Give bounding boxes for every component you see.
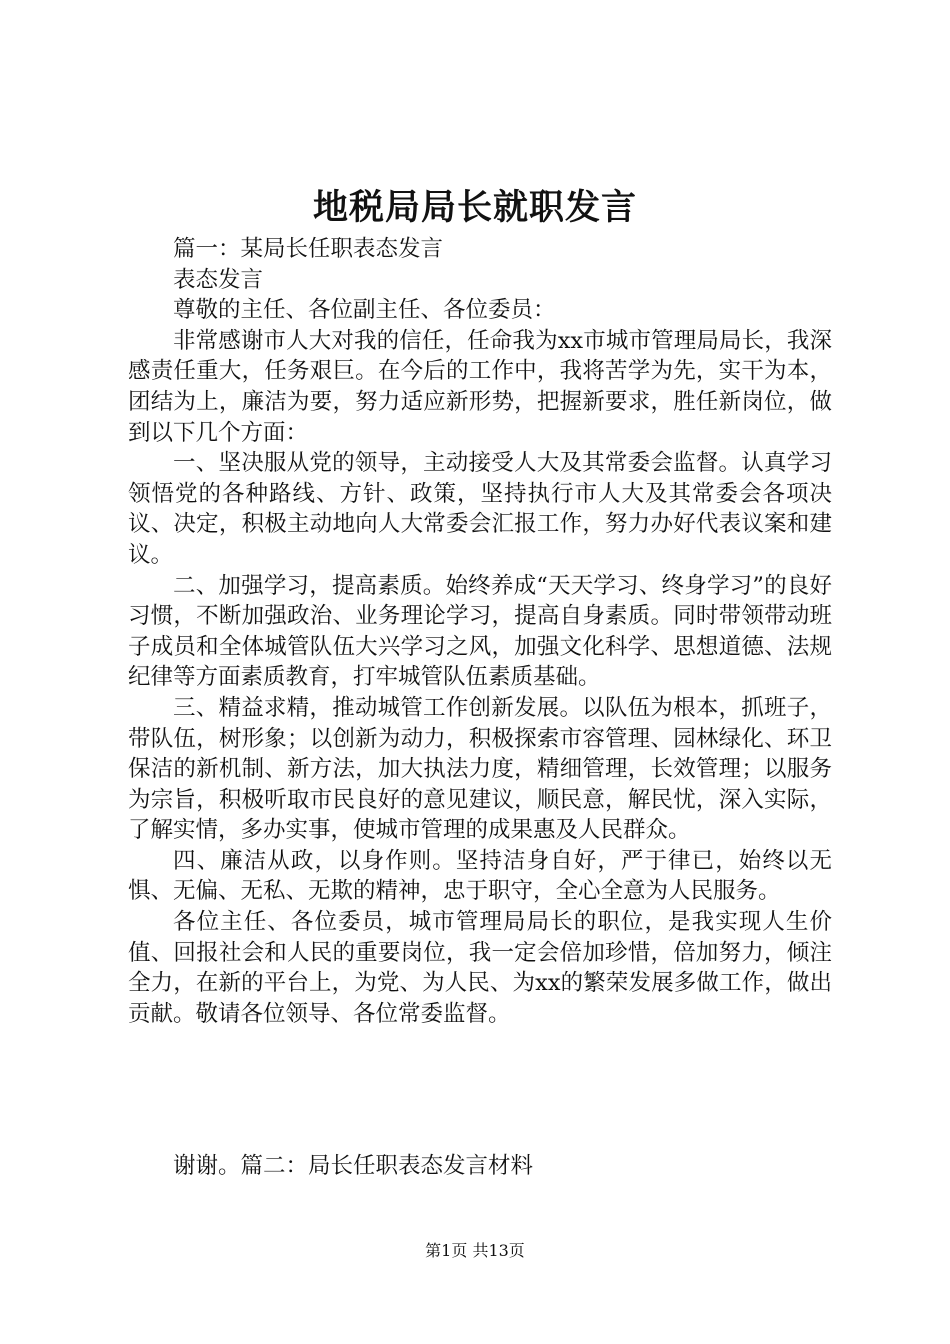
document-title: 地税局局长就职发言 — [312, 187, 637, 228]
paragraph-closing: 谢谢。篇二：局长任职表态发言材料 — [173, 1153, 534, 1179]
paragraph-subtitle: 表态发言 — [173, 266, 264, 293]
paragraph-intro: 非常感谢市人大对我的信任，任命我为xx市城市管理局局长，我深感责任重大，任务艰巨。在今后的工作中，我将苦学为先，实干为本，团结为上，廉洁为要，努力适应新形势，把握新要求，胜任新岗位，做到以下几个方面： — [128, 327, 832, 446]
page-footer: 第1页 共13页 — [425, 1241, 525, 1260]
paragraph-point-3: 三、精益求精，推动城管工作创新发展。以队伍为根本，抓班子，带队伍，树形象；以创新为动力，积极探索市容管理、园林绿化、环卫保洁的新机制、新方法，加大执法力度，精细管理，长效管理；以服务为宗旨，积极听取市民良好的意见建议，顺民意，解民忧，深入实际，了解实情，多办实事，使城市管理的成果惠及人民群众。 — [128, 694, 832, 844]
paragraph-point-2: 二、加强学习，提高素质。始终养成“天天学习、终身学习”的良好习惯，不断加强政治、业务理论学习，提高自身素质。同时带领带动班子成员和全体城管队伍大兴学习之风，加强文化科学、思想道德、法规纪律等方面素质教育，打牢城管队伍素质基础。 — [128, 572, 832, 691]
paragraph-point-1: 一、坚决服从党的领导，主动接受人大及其常委会监督。认真学习领悟党的各种路线、方针、政策，坚持执行市人大及其常委会各项决议、决定，积极主动地向人大常委会汇报工作，努力办好代表议案和建议。 — [128, 450, 832, 568]
paragraph-salutation: 尊敬的主任、各位副主任、各位委员： — [173, 297, 556, 324]
paragraph-point-4: 四、廉洁从政，以身作则。坚持洁身自好，严于律已，始终以无惧、无偏、无私、无欺的精神，忠于职守，全心全意为人民服务。 — [128, 847, 832, 905]
paragraph-section-heading: 篇一：某局长任职表态发言 — [173, 236, 444, 262]
paragraph-conclusion: 各位主任、各位委员，城市管理局局长的职位，是我实现人生价值、回报社会和人民的重要岗位，我一定会倍加珍惜，倍加努力，倾注全力，在新的平台上，为党、为人民、为xx的繁荣发展多做工作，做出贡献。敬请各位领导、各位常委监督。 — [128, 909, 832, 1027]
document-body — [128, 234, 832, 1029]
